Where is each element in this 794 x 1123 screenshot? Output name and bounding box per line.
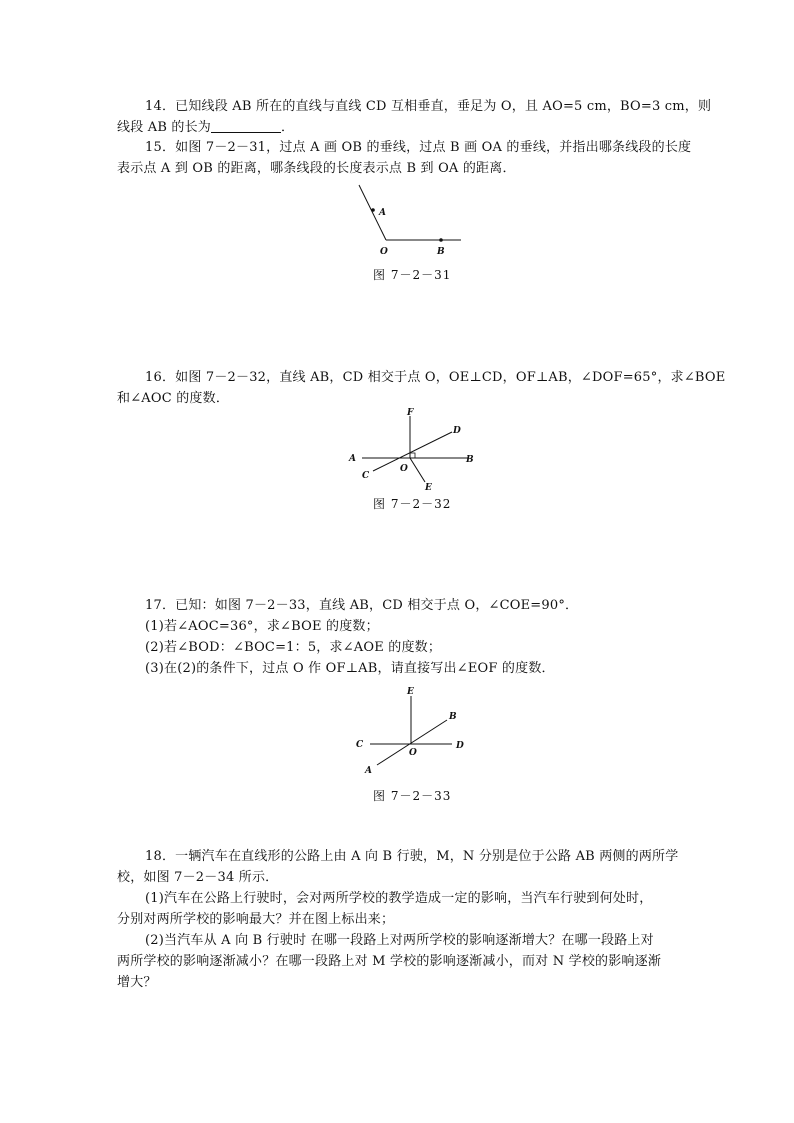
q18-sub2c: 增大？	[117, 975, 157, 990]
q17-line1: 17．已知：如图 7－2－33，直线 AB，CD 相交于点 O，∠COE=90°．	[145, 598, 579, 613]
label-c: C	[362, 471, 370, 481]
q14-line2-suffix: ．	[281, 120, 295, 135]
right-angle-mark	[410, 453, 415, 458]
answer-blank	[211, 120, 281, 133]
label-e: E	[407, 687, 414, 697]
q16-line1: 16．如图 7－2－32，直线 AB，CD 相交于点 O，OE⊥CD，OF⊥AB，∠DOF=65°，求∠BOE	[145, 370, 726, 385]
figure-7-2-33-caption: 图 7－2－33	[373, 789, 452, 803]
label-a: A	[379, 208, 386, 218]
figure-7-2-33	[350, 684, 480, 776]
point-a	[371, 208, 375, 212]
figure-7-2-31-caption: 图 7－2－31	[373, 268, 452, 282]
q18-line1: 18．一辆汽车在直线形的公路上由 A 向 B 行驶，M，N 分别是位于公路 AB 两侧的两所学	[145, 849, 679, 864]
q18-sub2a: (2)当汽车从 A 向 B 行驶时 在哪一段路上对两所学校的影响逐渐增大？在哪一段路上对	[145, 933, 654, 948]
q16-line2: 和∠AOC 的度数．	[117, 391, 230, 406]
point-b	[439, 238, 443, 242]
q15-line2: 表示点 A 到 OB 的距离，哪条线段的长度表示点 B 到 OA 的距离．	[117, 161, 516, 176]
q14-line2	[117, 119, 294, 137]
q14-line2-prefix: 线段 AB 的长为	[117, 120, 212, 135]
q17-sub1: (1)若∠AOC=36°，求∠BOE 的度数；	[145, 619, 379, 634]
figure-7-2-31	[340, 182, 480, 262]
label-b: B	[449, 712, 457, 722]
q18-sub2b: 两所学校的影响逐渐减小？在哪一段路上对 M 学校的影响逐渐减小，而对 N 学校的影响逐渐	[117, 954, 662, 969]
label-b: B	[466, 455, 474, 465]
label-e: E	[425, 483, 432, 493]
label-c: C	[356, 740, 364, 750]
q14-line1: 14．已知线段 AB 所在的直线与直线 CD 互相垂直，垂足为 O，且 AO=5 cm，BO=3 cm，则	[145, 99, 712, 114]
q15-line1: 15．如图 7－2－31，过点 A 画 OB 的垂线，过点 B 画 OA 的垂线，并指出哪条线段的长度	[145, 140, 692, 155]
line-cd	[373, 432, 452, 471]
label-f: F	[407, 408, 414, 418]
label-b: B	[437, 247, 445, 257]
ray-oe	[410, 458, 425, 482]
q17-sub3: (3)在(2)的条件下，过点 O 作 OF⊥AB，请直接写出∠EOF 的度数．	[145, 661, 555, 676]
line-ab	[377, 720, 447, 765]
label-o: O	[400, 464, 408, 474]
label-o: O	[380, 247, 388, 257]
label-d: D	[456, 741, 464, 751]
q17-sub2: (2)若∠BOD：∠BOC=1：5，求∠AOE 的度数；	[145, 640, 442, 655]
label-d: D	[453, 426, 461, 436]
q18-sub1a: (1)汽车在公路上行驶时，会对两所学校的教学造成一定的影响，当汽车行驶到何处时，	[145, 891, 653, 906]
figure-7-2-32-caption: 图 7－2－32	[373, 497, 452, 511]
label-a: A	[349, 454, 356, 464]
q18-sub1b: 分别对两所学校的影响最大？并在图上标出来；	[117, 912, 395, 927]
q18-line2: 校，如图 7－2－34 所示．	[117, 870, 279, 885]
label-o: O	[409, 748, 417, 758]
figure-7-2-32	[340, 404, 490, 496]
label-a: A	[365, 766, 372, 776]
